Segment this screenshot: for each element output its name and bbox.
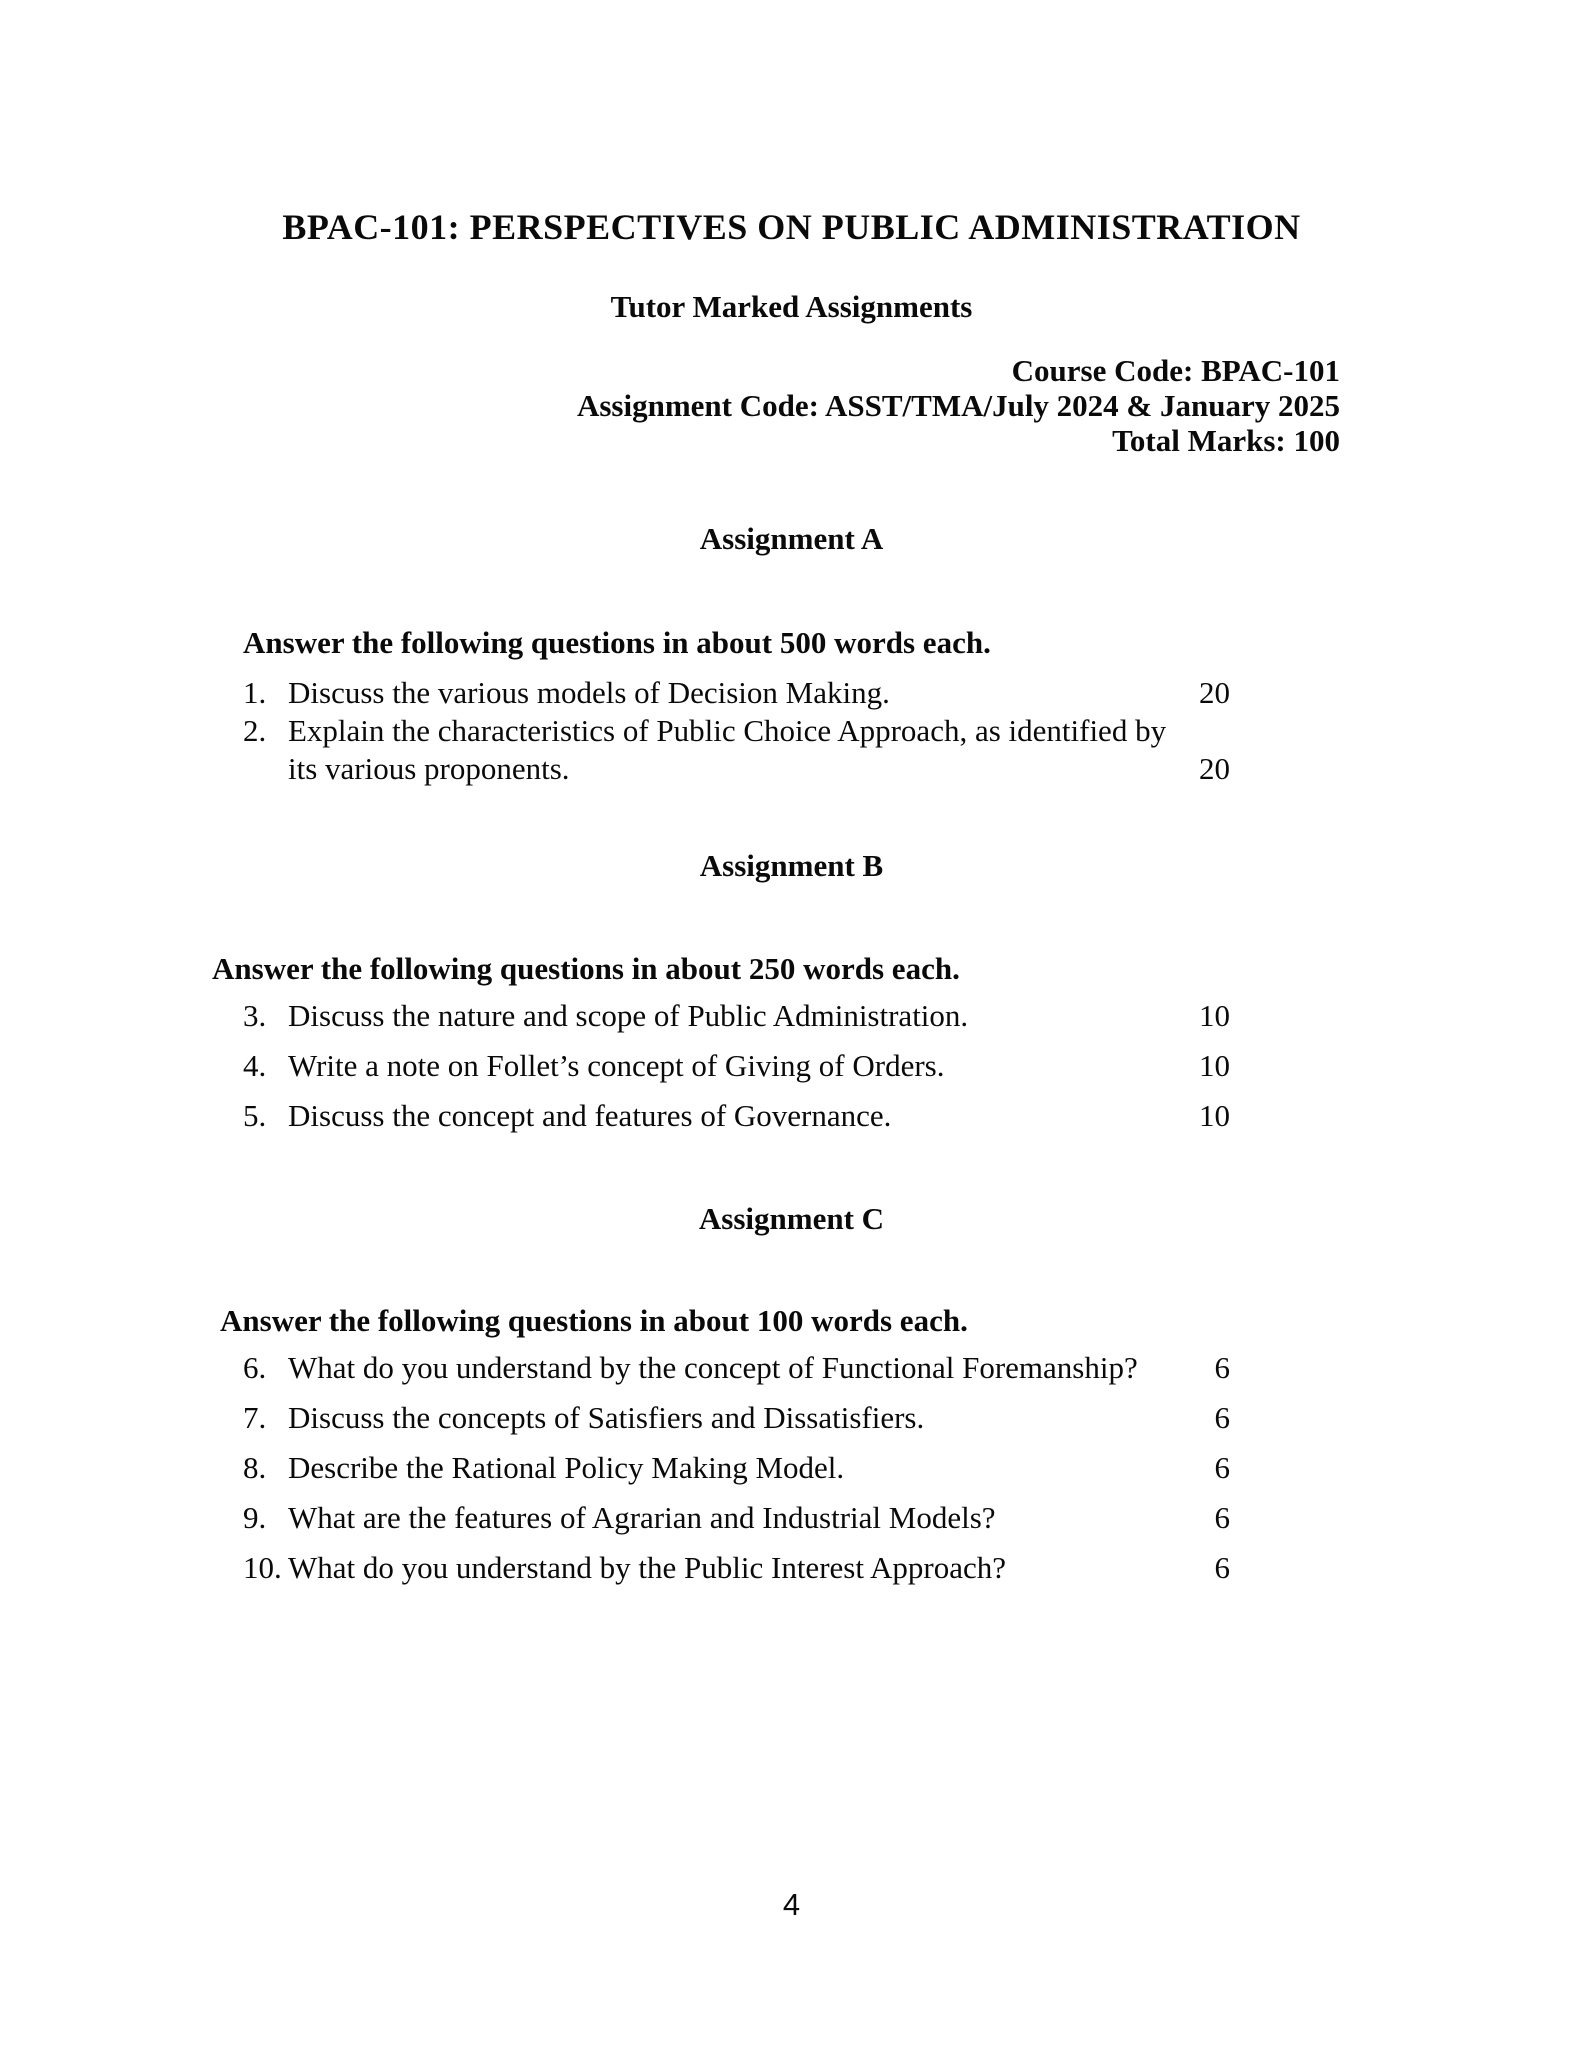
question-number: 7. (243, 1400, 267, 1435)
question-text: Explain the characteristics of Public Choice Approach, as identified by its various proponents. (288, 713, 1167, 786)
total-marks: Total Marks: 100 (1112, 423, 1340, 458)
question-number: 2. (243, 713, 267, 748)
question-marks: 6 (1214, 1350, 1230, 1385)
assignment-code: Assignment Code: ASST/TMA/July 2024 & January 2025 (576, 388, 1340, 423)
question-number: 1. (243, 675, 267, 710)
question-number: 5. (243, 1098, 267, 1133)
page-title: BPAC-101: PERSPECTIVES ON PUBLIC ADMINISTRATION (282, 207, 1301, 247)
question-text: Discuss the nature and scope of Public Administration. (288, 998, 969, 1033)
question-number: 6. (243, 1350, 267, 1385)
question-row (243, 997, 1230, 1035)
question-row (243, 712, 1230, 788)
course-code: Course Code: BPAC-101 (1011, 353, 1340, 388)
question-marks: 20 (1199, 751, 1230, 786)
section-heading-b: Assignment B (699, 848, 884, 883)
question-row (243, 1449, 1230, 1487)
question-marks: 10 (1199, 1048, 1230, 1083)
question-text: What do you understand by the concept of Functional Foremanship? (288, 1350, 1138, 1385)
question-number: 8. (243, 1450, 267, 1485)
question-text: Discuss the various models of Decision Making. (288, 675, 890, 710)
question-row (243, 1549, 1230, 1587)
section-instruction-b: Answer the following questions in about 250 words each. (212, 951, 960, 986)
question-text: Write a note on Follet’s concept of Giving of Orders. (288, 1048, 945, 1083)
question-text: Discuss the concepts of Satisfiers and Dissatisfiers. (288, 1400, 925, 1435)
question-row (243, 1097, 1230, 1135)
document-subtitle: Tutor Marked Assignments (610, 289, 973, 324)
question-number: 3. (243, 998, 267, 1033)
section-instruction-c: Answer the following questions in about 100 words each. (220, 1303, 968, 1338)
question-marks: 20 (1199, 675, 1230, 710)
question-marks: 10 (1199, 1098, 1230, 1133)
question-row (243, 1499, 1230, 1537)
question-marks: 6 (1214, 1500, 1230, 1535)
question-row (243, 1349, 1230, 1387)
question-marks: 6 (1214, 1550, 1230, 1585)
section-instruction-a: Answer the following questions in about 500 words each. (243, 625, 991, 660)
question-text: Describe the Rational Policy Making Model. (288, 1450, 845, 1485)
course-codes-block (577, 353, 1340, 458)
question-row (243, 1399, 1230, 1437)
question-list-c (243, 1349, 1230, 1587)
section-heading-a: Assignment A (699, 521, 884, 556)
question-number: 9. (243, 1500, 267, 1535)
question-list-a (243, 674, 1230, 788)
question-number: 10. (243, 1550, 282, 1585)
question-number: 4. (243, 1048, 267, 1083)
question-row (243, 674, 1230, 712)
question-marks: 6 (1214, 1450, 1230, 1485)
question-text: What are the features of Agrarian and Industrial Models? (288, 1500, 996, 1535)
question-marks: 10 (1199, 998, 1230, 1033)
question-marks: 6 (1214, 1400, 1230, 1435)
section-heading-c: Assignment C (698, 1201, 885, 1236)
question-text: Discuss the concept and features of Governance. (288, 1098, 892, 1133)
question-row (243, 1047, 1230, 1085)
page-number: 4 (782, 1887, 801, 1922)
question-list-b (243, 997, 1230, 1135)
question-text: What do you understand by the Public Interest Approach? (288, 1550, 1006, 1585)
